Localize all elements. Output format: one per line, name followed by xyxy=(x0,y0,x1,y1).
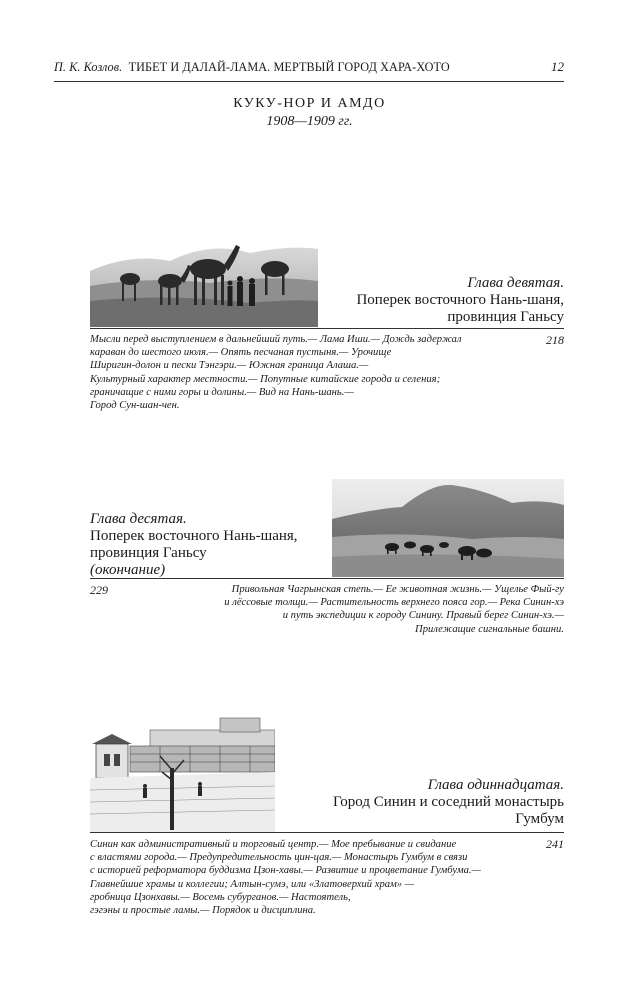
part-years: 1908—1909 гг. xyxy=(266,114,353,129)
chapter-9-summary xyxy=(90,333,461,412)
chapter-11-label: Глава одиннадцатая. xyxy=(427,777,564,793)
chapter-10-heading xyxy=(90,511,298,579)
chapter-11-summary-line: с историей реформатора буддизма Цзон-хавы.— Развитие и процветание Гумбума.— xyxy=(90,865,481,877)
illustration-monastery xyxy=(90,710,275,832)
chapter-9-rule xyxy=(90,328,564,329)
chapter-9-label: Глава девятая. xyxy=(467,275,564,291)
running-head xyxy=(54,60,564,80)
running-head-author: П. К. Козлов. xyxy=(54,60,123,74)
chapter-9-summary-line: граничащие с ними горы и долины.— Вид на Нань-шань.— xyxy=(90,386,354,398)
chapter-11-summary-line: Главнейшие храмы и коллегии; Алтын-сумэ, или «Златоверхий храм» — xyxy=(90,878,415,890)
running-head-title: ТИБЕТ И ДАЛАЙ-ЛАМА. МЕРТВЫЙ ГОРОД ХАРА-ХОТО xyxy=(128,60,450,74)
chapter-9-summary-line: Ширигин-долон и пески Тэнгэри.— Южная граница Алаша.— xyxy=(90,360,369,372)
chapter-10-rule xyxy=(90,578,564,579)
page-number: 12 xyxy=(551,59,564,74)
chapter-9-title-line-2: провинция Ганьсу xyxy=(447,309,564,325)
chapter-9-summary-line: Мысли перед выступлением в дальнейший путь.— Лама Иши.— Дождь задержал xyxy=(90,334,462,345)
running-head-text xyxy=(54,60,450,75)
chapter-11-summary-line: гэгэны и простые ламы.— Порядок и дисциплина. xyxy=(90,905,316,917)
chapter-11-summary-line: Синин как административный и торговый центр.— Мое пребывание и свидание xyxy=(90,839,457,850)
chapter-10-summary-line: и лёссовые толщи.— Растительность верхнего пояса гор.— Река Синин-хэ xyxy=(224,597,564,609)
running-head-rule xyxy=(54,81,564,82)
chapter-10-summary xyxy=(224,583,564,636)
chapter-9-title-line-1: Поперек восточного Нань-шаня, xyxy=(356,292,564,308)
chapter-11-summary-line: с властями города.— Предупредительность цин-цая.— Монастырь Гумбум в связи xyxy=(90,852,468,864)
chapter-11-summary xyxy=(90,838,481,917)
chapter-10-summary-line: и путь экспедиции к городу Синину. Правый берег Синин-хэ.— xyxy=(282,610,564,622)
illustration-steppe xyxy=(332,479,564,577)
chapter-9-heading xyxy=(356,275,564,326)
part-title: КУКУ-НОР И АМДО xyxy=(233,96,386,111)
chapter-10-title-line-2: провинция Ганьсу xyxy=(90,545,207,561)
chapter-9-summary-line: Город Сун-шан-чен. xyxy=(90,400,180,412)
chapter-11-title-line-1: Город Синин и соседний монастырь xyxy=(332,794,564,810)
chapter-11-heading xyxy=(333,777,564,828)
chapter-9-summary-line: Культурный характер местности.— Попутные китайские города и селения; xyxy=(90,373,441,385)
chapter-10-title-line-1: Поперек восточного Нань-шаня, xyxy=(90,528,298,544)
chapter-10-page: 229 xyxy=(90,583,108,597)
chapter-10-title-note: (окончание) xyxy=(90,562,166,578)
chapter-10-label: Глава десятая. xyxy=(90,511,187,527)
chapter-9-page: 218 xyxy=(546,333,564,347)
chapter-11-rule xyxy=(90,832,564,833)
chapter-11-summary-line: гробница Цзонхавы.— Восемь субурганов.— Настоятель, xyxy=(90,891,351,903)
chapter-9-summary-line: караван до шестого июля.— Опять песчаная пустыня.— Урочище xyxy=(90,347,392,359)
chapter-11-page: 241 xyxy=(546,837,564,851)
chapter-10-summary-line: Привольная Чагрынская степь.— Ее животная жизнь.— Ущелье Фый-гу xyxy=(231,584,564,595)
illustration-caravan xyxy=(90,231,318,327)
chapter-11-title-line-2: Гумбум xyxy=(515,811,564,827)
chapter-10-summary-line: Прилежащие сигнальные башни. xyxy=(415,623,564,635)
